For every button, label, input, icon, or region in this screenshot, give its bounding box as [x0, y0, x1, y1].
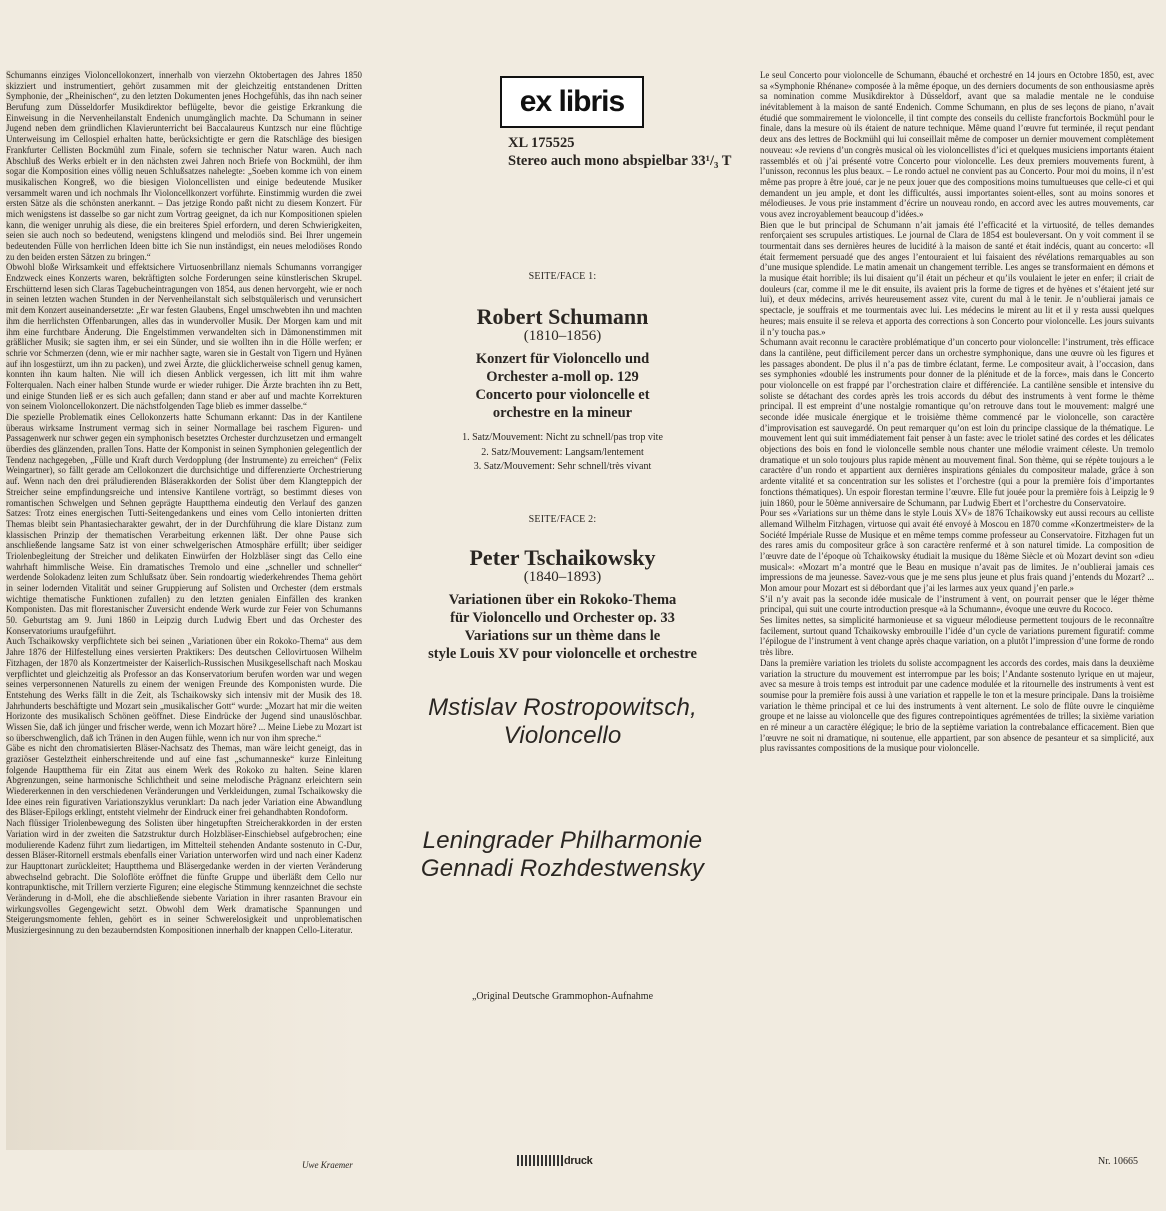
side2-composer: Peter Tschaikowsky [469, 545, 656, 570]
work-line: orchestre en la mineur [492, 405, 633, 422]
work-line: Konzert für Violoncello und [475, 351, 650, 367]
work-line: Orchester a-moll op. 129 [486, 369, 639, 386]
german-paragraph: Die spezielle Problematik eines Cellokonzerts hatte Schumann erkannt: Das in der Kantilene überaus wirksame Instrument vermag sich in seiner Normallage bei raschem Figuren- und Passagenwerk nur schwer gegen ein symphonisch besetztes Orchester durchzusetzen und ermangelt überdies des glänzenden, prallen Tons. Hatte der Komponist in seinen Symphonien gelegentlich der Tendenz nachgegeben, „Fülle und Kraft durch Verdopplung (der Instrumente) zu erreichen“ (Felix Weingartner), so fällt gerade am Cellokonzert die durchsichtige und differenzierte Orchestrierung auf. Wenn nach den drei präludierenden Bläserakkorden der Solist über dem Klangteppich der Streicher seine empfindungsreiche und intensive Kantilene vorträgt, so bestimmt dieses von romantischen Schwelgen und Sehnen geprägte Hauptthema eindeutig den Verlauf des ganzen Satzes: Trotz eines energischen Tutti-Seitengedankens und eines vom Cello intonierten dritten Themas bleibt sein Phantasiecharakter gewahrt, der in der Durchführung die klare Distanz zum klassischen Prinzip der thematischen Verarbeitung erkennen läßt. Der ohne Pause sich anschließende langsame Satz ist von einer schwelgerischen Atmosphäre erfüllt; über seidiger Triolenbegleitung der Streicher und delikaten Einwürfen der Holzbläser singt das Cello eine wahrhaft himmlische Weise. Ein dramatisches Tremolo und eine „schneller und schneller“ werdende Solokadenz leiten zum Schlußsatz über. Sein rondoartig wiederkehrendes Thema gehört in seiner lodernden Vitalität und seiner Gruppierung auf Solisten und Orchester (dem erstmals wichtige thematische Funktionen zufallen) zu den letzten genialen Einfällen des kranken Komponisten. Das mit florestanischer Zuversicht endende Werk wurde zur Feier von Schumanns 50. Geburtstag am 9. Juni 1860 in Leipzig durch Ludwig Ebert und das Orchester des Konservatoriums uraufgeführt. [6, 412, 362, 636]
side2-work-title [370, 591, 755, 664]
side1-work-title [370, 350, 755, 423]
side1-composer: Robert Schumann [476, 304, 649, 329]
soloist-instrument: Violoncello [503, 722, 622, 750]
soloist-name: Mstislav Rostropowitsch, [428, 694, 697, 721]
ex-libris-logo: ex libris [500, 76, 644, 128]
german-paragraph: Gäbe es nicht den chromatisierten Bläser-Nachsatz des Themas, man wäre leicht geneigt, das in graziöser Gestelztheit einherschreitende und auf eine fast „schumanneske“ kurze Einleitung folgende Hauptthema für ein Zitat aus einem Werk des Rokoko zu halten. Seine klaren Abgrenzungen, seine harmonische Schlichtheit und seine melodische Prägnanz erleichtern sein Wiedererkennen in den verschiedenen Veränderungen und Verkleidungen, zumal Tschaikowsky die Idee eines rein figurativen Variationszyklus verunklart: Da nach jeder Variation eine Abwandlung des Bläser-Epilogs erklingt, entsteht vielmehr der Eindruck einer frei gehandhabten Rondoform. [6, 743, 362, 818]
movement-item: 1. Satz/Mouvement: Nicht zu schnell/pas trop vite [462, 432, 663, 443]
german-paragraph: Nach flüssiger Triolenbewegung des Solisten über hingetupften Streicherakkorden in der ersten Variation wird in der zweiten die Satzstruktur durch Holzbläser-Einschiebsel aufgebrochen; eine modulierende Kadenz führt zum liedartigen, im Mittelteil stehenden Andante sostenuto in C-Dur, dessen Bläser-Ritornell erstmals ebenfalls einer Variation unterworfen wird und nach einer Kadenz zur Haupttonart zurückleitet; Hauptthema und Bläsergedanke werden in der vierten Veränderung abwechselnd gebracht. Die Soloflöte eröffnet die fünfte Gruppe und überläßt dem Cello nur kontrapunktische, mit Trillern verzierte Figuren; eine elegische Stimmung kennzeichnet die sechste Veränderung in d-Moll, ehe die abschließende siebente Variation in ihrer rasanten Bravour ein wirkungsvolles Gegengewicht setzt. Obwohl dem Werk dramatische Spannungen und Steigerungsmomente fehlen, gehört es in seiner Schwerelosigkeit und unproblematischen Musiziergesinnung zu den bezauberndsten Kompositionen innerhalb der knappen Cello-Literatur. [6, 818, 362, 935]
french-liner-notes [760, 70, 1154, 1080]
german-paragraph: Auch Tschaikowsky verpflichtete sich bei seinen „Variationen über ein Rokoko-Thema“ aus dem Jahre 1876 der Hilfestellung eines versierten Praktikers: Des deutschen Cellovirtuosen Wilhelm Fitzhagen, der 1870 als Konzertmeister der Kaiserlich-Russischen Musikgesellschaft nach Moskau verpflichtet und gleichzeitig als Professor an das Konservatorium berufen worden war und wegen seines verpersonnenen Naturells zu einem der wenigen Freunde des Komponisten wurde. Die Entstehung des Werks fällt in die Zeit, als Tschaikowsky sich intensiv mit der Musik des 18. Jahrhunderts beschäftigte und Mozart sein „musikalischer Gott“ wurde: „Mozart hat mir die weiten Horizonte des musikalisch Schönen geöffnet. Diese Eindrücke der Jugend sind unauslöschbar. Wissen Sie, daß ich jünger und frischer werde, wenn ich Mozart höre? ... Meine Liebe zu Mozart ist so überschwenglich, daß ich Tränen in den Augen fühle, wenn ich nur von ihm spreche.“ [6, 636, 362, 743]
french-paragraph: Dans la première variation les triolets du soliste accompagnent les accords des cordes, mais dans la deuxième variation la structure du mouvement est interrompue par les bois; l’Andante sostenuto lyrique en ut majeur, avec sa mesure à trois temps est introduit par une cadence modulée et la ritournelle des instruments à vent est soumise pour la première fois aussi à une variation et rappelle le ton et la mesure principale. Dans la troisième variation le thème principal et ce lui des instruments à vent alternent. Le solo de flûte ouvre le cinquième groupe et ne laisse au violoncelle que des figures contrepointiques agrémentées de trilles; la sixième variation en ré mineur a un caractère élégique; le brio de la septième variation la contrebalance efficacement. Bien que l’œuvre ne soit ni dramatique, ni soutenue, elle appartient, par son absence de pesanteur et sa simplicité, aux plus ravissantes compositions de la musique pour violoncelle. [760, 657, 1154, 754]
side1-movements [370, 431, 755, 475]
work-line: style Louis XV pour violoncelle et orchestre [428, 646, 697, 663]
side1-dates: (1810–1856) [523, 328, 602, 344]
movement-item: 2. Satz/Mouvement: Langsam/lentement [481, 446, 644, 458]
side1-label: SEITE/FACE 1: [528, 271, 597, 282]
catalog-number-bottom: Nr. 10665 [1098, 1156, 1138, 1167]
catalog-number: XL 175525 [508, 135, 575, 151]
recording-note: „Original Deutsche Grammophon-Aufnahme [471, 991, 654, 1002]
author-signature: Uwe Kraemer [302, 1160, 353, 1170]
german-paragraph: Schumanns einziges Violoncellokonzert, innerhalb von vierzehn Oktobertagen des Jahres 1850 skizziert und instrumentiert, gehört zusammen mit der gleichzeitig entstandenen Dritten Symphonie, der „Rheinischen“, zu den letzten Dokumenten jenes Hochgefühls, das ihn nach seiner Berufung zum Düsseldorfer Musikdirektor beflügelte, bevor die geistige Erkrankung die Einweisung in die Nervenheilanstalt Endenich unumgänglich machte. Da Schumann in seiner Jugend neben dem gründlichen Klavierunterricht bei Baccalaureus Kuntzsch nur eine flüchtige Unterweisung im Cellospiel erhalten hatte, berücksichtigte er gern die Ratschläge des biesigen Frankfurter Cellisten Bockmühl zum Finale, sofern sie technischer Natur waren. Auch nach Abschluß des Werks erbielt er in den nächsten zwei Jahren noch Briefe von Bockmühl, der ihm sogar die Komposition eines völlig neuen Schlußsatzes nahelegte: „Soeben komme ich von einem musikalischen Kongreß, wo die biesigen Violoncellisten und einige bedeutende Musiker versammelt waren und ich nochmals Ihr Violoncellkonzert vorführte. Einstimmig wurden die zwei ersten Sätze als die schönsten anerkannt. – Das jetzige Rondo paßt nicht zu diesem Konzert. Für mich wenigstens ist dasselbe so gar nicht zum Vortrag geeignet, da ich nur Kompositionen spielen kann, die weniger unruhig als diese, die ein breiteres Spiel erfordern, und deren Schwierigkeiten, seien sie auch noch so bedeutend, wenigstens klingend und melodiös sind. Bei Ihrer ungemein bedeutenden Fülle von herrlichen Ideen bitte ich Sie nun inständigst, ein neues melodiöses Rondo zu den beiden ersten Sätzen zu bringen.“ [6, 70, 362, 262]
printer-logo-icon [517, 1155, 563, 1166]
catalog-info [508, 134, 731, 170]
soloist-credit [370, 694, 755, 751]
french-paragraph: Ses limites nettes, sa simplicité harmonieuse et sa vigueur mélodieuse permettent toujours de le reconnaître facilement, surtout quand Tchaikowsky embrouille l’idée d’un cycle de variations purement figuratif: comme l’épilogue de l’instrument à vent change après chaque variation, on a plutôt l’impression d’une forme de rondo très libre. [760, 615, 1154, 658]
french-paragraph: Bien que le but principal de Schumann n’ait jamais été l’efficacité et la virtuosité, de telles demandes renforçaient ses scrupules artistiques. Le journal de Clara de 1854 est bouleversant. On y voit comment il se tourmentait dans ses dernières heures de lucidité à la maison de santé et était indécis, quant au concerto: «Il était fermement persuadé que des anges l’entouraient et lui faisaient des révélations remarquables au son d’une musique splendide. Le matin amenait un changement terrible. Les anges se transformaient en démons et la musique était horrible; ils lui disaient qu’il était un pécheur et qu’ils voulaient le jeter en enfer; il criait de douleurs (car, comme il me le dit ensuite, ils avaient pris la forme de tigres et de hyènes et s’étaient jeté sur lui), et deux médecins, arrivés heureusement assez vite, curent du mal à le tenir. Je n’oublierai jamais ce spectacle, je souffrais et me tourmentais avec lui. Les médecins le mirent au lit et il y resta aussi quelques heures; mais ensuite il se releva et apporta des corrections à son Concerto pour violoncelle. Les jours suivants il n’y toucha pas.» [760, 219, 1154, 337]
side2-label: SEITE/FACE 2: [528, 514, 597, 525]
work-line: Variations sur un thème dans le [464, 628, 661, 645]
french-paragraph: Schumann avait reconnu le caractère problématique d’un concerto pour violoncelle: l’instrument, très efficace dans la cantilène, peut difficilement percer dans un orchestre symphonique, dans une œuvre où les figures et les passages abondent. De plus il n’a pas de timbre éclatant, ferme. Le compositeur avait, à l’occasion, dans ses symphonies «doublé les instruments pour donner de la plénitude et de la force», mais dans le Concerto pour violoncelle on est frappé par l’orchestration claire et différenciée. La cantilène sensible et intensive du soliste se détachant des cordes après les trois accords du début des instruments à vent forme le thème principal. Il est empreint d’une nostalgie romantique qu’on retrouve dans tout le mouvement: malgré une seconde idée musicale énergique et le troisième thème commencé par le violoncelle, son caractère d’improvisation est sauvegardé. On peut remarquer qu’on est loin du principe classique de la thématique. Le mouvement lent qui suit immédiatement fait penser à un faste: avec le triolet satiné des cordes et les délicates objections des bois en fond le violoncelle semble nous chanter une mélodie vraiment céleste. Un tremolo dramatique et un solo toujours plus rapide mènent au mouvement final. Son thème, qui se répète toujours a le caractère d’un rondo et appartient aux dernières inspirations géniales du compositeur malade, grâce à son ardente vitalité et sa concentration sur les solistes et l’orchestre (qui a pour la première fois d’importantes fonctions thématiques). Un espoir florestan termine l’œuvre. Elle fut jouée pour la première fois à Leipzig le 9 juin 1860, pour le 50ème anniversaire de Schumann, par Ludwig Ebert et l’orchestre du Conservatoire. [760, 337, 1154, 508]
work-line: Variationen über ein Rokoko-Thema [448, 592, 677, 608]
movement-item: 3. Satz/Mouvement: Sehr schnell/très vivant [473, 461, 652, 472]
french-paragraph: Le seul Concerto pour violoncelle de Schumann, ébauché et orchestré en 14 jours en Octobre 1850, est, avec sa «Symphonie Rhénane» composée à la même époque, un des derniers documents de son enthousiasme après sa nomination comme Musikdirektor à Düsseldorf, avant que sa maladie mentale ne le conduise inévitablement à la maison de santé Endenich. Comme Schumann, en plus de ses leçons de piano, n’avait étudié que sommairement le violoncelle, il tint compte des conseils du celliste francfortois Bockmühl pour le finale, dans la mesure où ils étaient de nature technique. Même quand l’œuvre fut terminée, il reçut pendant deux ans des lettres de Bockmühl qui lui conseillait même de composer un dernier mouvement complètement nouveau: «Je reviens d’un congrès musical où les violoncellistes d’ici et quelques musiciens importants étaient rassemblés et où j’ai présenté votre Concerto pour violoncelle. Les deux premiers mouvements furent, à l’unisson, reconnus les plus beaux. – Le rondo actuel ne convient pas au Concerto. Pour moi du moins, il n’est même pas propre à être joué, car je ne peux jouer que des compositions moins tumultueuses que celle-ci et qui demandent un jeu ample, et dont les difficultés, aussi importantes soient-elles, sont au moins sonores et mélodieuses. Je vous prie instamment d’écrire un nouveau rondo, en accord avec les autres mouvements, car vous avez incroyablement beaucoup d’idées.» [760, 70, 1154, 219]
printer-word: druck [564, 1154, 593, 1167]
french-paragraph: Pour ses «Variations sur un thème dans le style Louis XV» de 1876 Tchaikowsky eut aussi recours au celliste allemand Wilhelm Fitzhagen, virtuose qui avait été envoyé à Moscou en 1870 comme «Konzertmeister» de la Société Impériale Russe de Musique et en même temps comme professeur au Conservatoire. Fitzhagen fut un des rares amis du compositeur grâce à son caractère renfermé et à son naturel timide. La composition de l’œuvre date de l’époque où Tchaikowsky étudiait la musique du 18ème Siècle et où Mozart devint son «dieu musical»: «Mozart m’a montré que le Beau en musique n’avait pas de limites. Je n’oublierai jamais ces impressions de ma jeunesse. Savez-vous que je me sens plus jeune et plus frais quand j’entends du Mozart? ... Mon amour pour Mozart est si débordant que j’ai les larmes aux yeux quand j’en parle.» [760, 508, 1154, 593]
german-paragraph: Obwohl bloße Wirksamkeit und effektsichere Virtuosenbrillanz niemals Schumanns vorrangiger Endzweck eines Konzerts waren, bekräftigten solche Forderungen seine künstlerischen Skrupel. Erschütternd lesen sich Claras Tagebucheintragungen von 1854, aus denen hervorgeht, wie er noch in seinen letzten wachen Stunden in der Nervenheilanstalt sich selbstquälerisch und verunsichert mit dem Konzert auseinandersetzte: „Er war festen Glaubens, Engel umschwebten ihn und machten ihm die herrlichsten Offenbarungen, alles das in wundervoller Musik. Der Morgen kam und mit ihm eine furchtbare Änderung. Die Engelstimmen verwandelten sich in Dämonenstimmen mit gräßlicher Musik; sie sagten ihm, er sei ein Sünder, und sie wollten ihn in die Hölle werfen; er schrie vor Schmerzen (denn, wie er mir nachher sagte, waren sie in Gestalt von Tigern und Hyänen auf ihn losgestürzt, um ihn zu packen), und zwei Ärzte, die glücklicherweise schnell genug kamen, konnten ihn kaum halten. Nie will ich diesen Anblick vergessen, ich litt mit ihm wahre Folterqualen. Nach einer halben Stunde wurde er wieder ruhiger. Die Ärzte brachten ihn zu Bett, und einige Stunden ließ er es sich auch gefallen; dann stand er aber auf und machte Korrekturen von seinem Violoncellokonzert. Die nächstfolgenden Tage blieb es immer dasselbe.“ [6, 262, 362, 412]
orchestra-name: Leningrader Philharmonie [422, 827, 703, 854]
work-line: für Violoncello und Orchester op. 33 [450, 610, 675, 627]
german-liner-notes [6, 70, 362, 1150]
side2-dates: (1840–1893) [523, 569, 602, 585]
conductor-name: Gennadi Rozhdestwensky [420, 855, 705, 883]
work-line: Concerto pour violoncelle et [475, 387, 650, 404]
printer-mark [517, 1154, 613, 1167]
stereo-note: Stereo auch mono abspielbar 33¹/₃ T [508, 153, 732, 170]
orchestra-credit [370, 827, 755, 884]
french-paragraph: S’il n’y avait pas la seconde idée musicale de l’instrument à vent, on pourrait penser que le léger thème principal, qui suit une courte introduction presque «à la Schumann», évoque une œuvre du Rococo. [760, 593, 1154, 615]
